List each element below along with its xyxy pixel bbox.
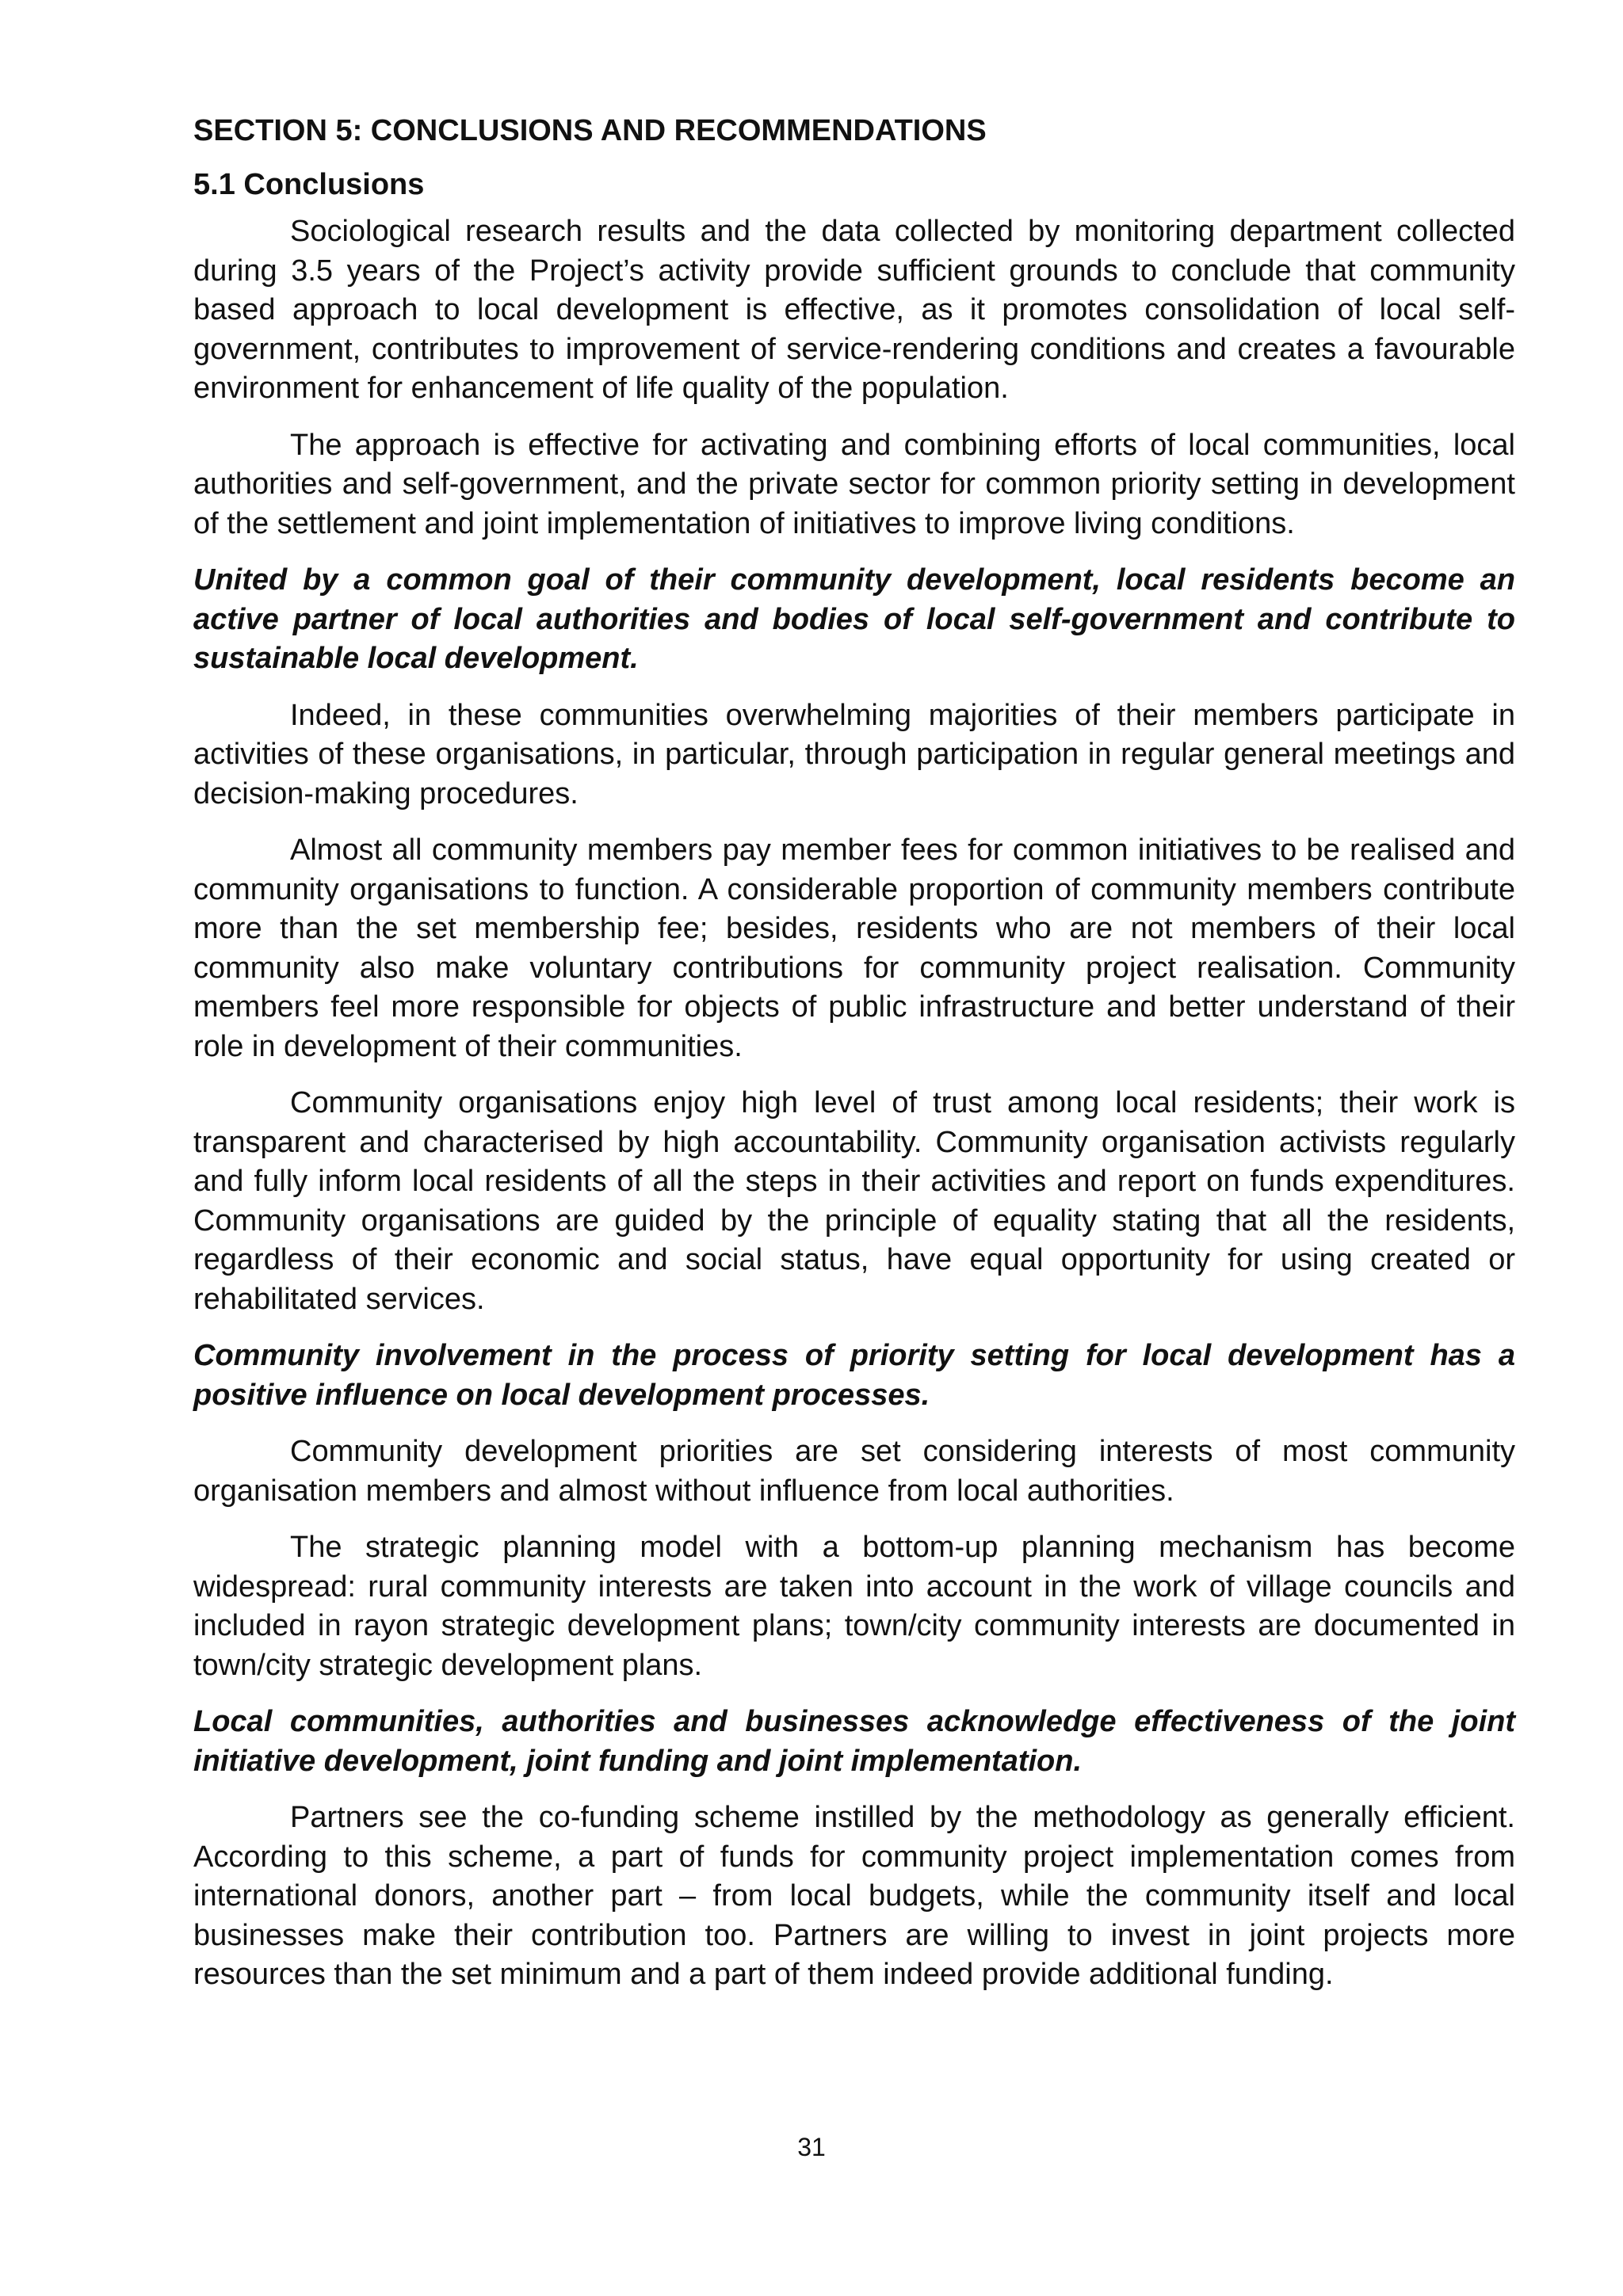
- paragraph-1: Sociological research results and the data collected by monitoring department collected during 3.5 years of the Project’s activity provide sufficient grounds to conclude that community based approach to local development is effective, as it promotes consolidation of local self-government, contributes to improvement of service-rendering conditions and creates a favourable environment for enhancement of life quality of the population.: [193, 215, 1515, 405]
- paragraph-2: The approach is effective for activating and combining efforts of local communities, local authorities and self-government, and the private sector for common priority setting in development of the settlement and joint implementation of initiatives to improve living conditions.: [193, 428, 1515, 540]
- key-finding-1: United by a common goal of their community development, local residents become an active partner of local authorities and bodies of local self-government and contribute to sustainable local development.: [193, 563, 1515, 675]
- paragraph-5: Community organisations enjoy high level of trust among local residents; their work is transparent and characterised by high accountability. Community organisation activists regularly and fully inform local residents of all the steps in their activities and report on funds expenditures. Community organisations are guided by the principle of equality stating that all the residents, regardless of their economic and social status, have equal opportunity for using created or rehabilitated services.: [193, 1086, 1515, 1316]
- section-title: SECTION 5: CONCLUSIONS AND RECOMMENDATIONS: [193, 114, 987, 147]
- key-finding-2: Community involvement in the process of priority setting for local development has a positive influence on local development processes.: [193, 1339, 1515, 1412]
- paragraph-6: Community development priorities are set considering interests of most community organisation members and almost without influence from local authorities.: [193, 1435, 1515, 1508]
- paragraph-3: Indeed, in these communities overwhelming majorities of their members participate in activities of these organisations, in particular, through participation in regular general meetings and decision-making procedures.: [193, 698, 1515, 810]
- paragraph-8: Partners see the co-funding scheme instilled by the methodology as generally efficient. According to this scheme, a part of funds for community project implementation comes from international donors, another part – from local budgets, while the community itself and local businesses make their contribution too. Partners are willing to invest in joint projects more resources than the set minimum and a part of them indeed provide additional funding.: [193, 1801, 1515, 1991]
- paragraph-7: The strategic planning model with a bottom-up planning mechanism has become widespread: rural community interests are taken into account in the work of village councils and included in rayon strategic development plans; town/city community interests are documented in town/city strategic development plans.: [193, 1531, 1515, 1682]
- subsection-title: 5.1 Conclusions: [193, 168, 425, 201]
- paragraph-4: Almost all community members pay member fees for common initiatives to be realised and community organisations to function. A considerable proportion of community members contribute more than the set membership fee; besides, residents who are not members of their local community also make voluntary contributions for community project realisation. Community members feel more responsible for objects of public infrastructure and better understand of their role in development of their communities.: [193, 833, 1515, 1063]
- document-page: [193, 111, 1515, 2012]
- page-number: 31: [797, 2133, 826, 2161]
- key-finding-3: Local communities, authorities and businesses acknowledge effectiveness of the joint initiative development, joint funding and joint implementation.: [193, 1705, 1515, 1778]
